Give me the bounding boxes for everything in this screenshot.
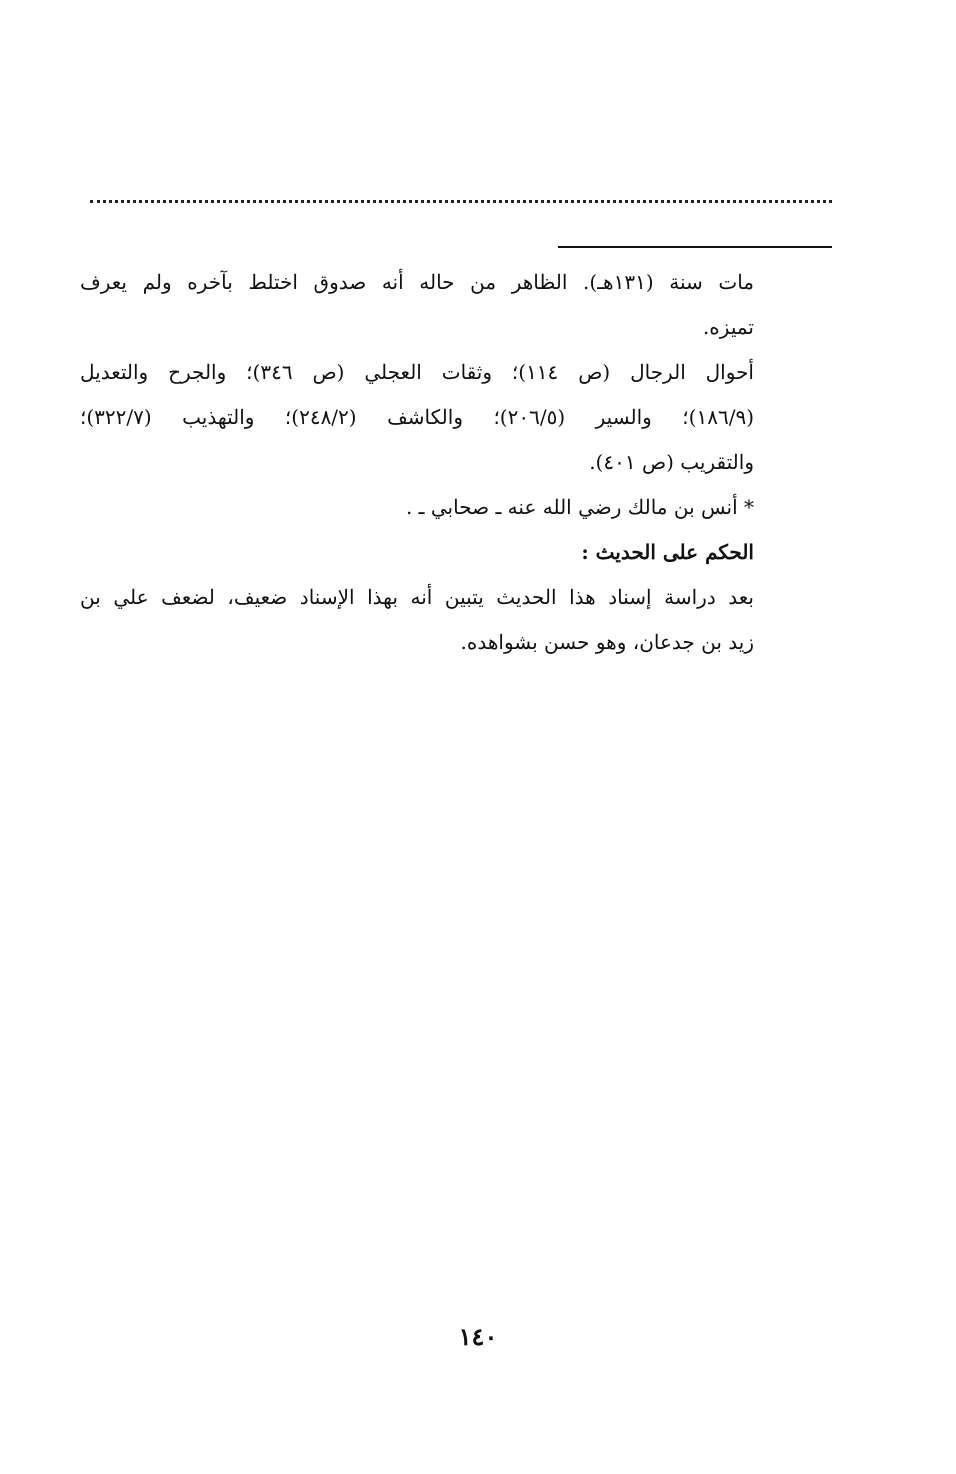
- text-line: (١٨٦/٩)؛ والسير (٢٠٦/٥)؛ والكاشف (٢٤٨/٢)؛ والتهذيب (٣٢٢/٧)؛: [80, 405, 755, 429]
- dotted-separator: [90, 200, 832, 203]
- footnote-text: [80, 260, 754, 665]
- text-line: زيد بن جدعان، وهو حسن بشواهده.: [460, 630, 754, 654]
- text-line: تميزه.: [702, 315, 754, 339]
- text-line: والتقريب (ص ٤٠١).: [589, 450, 754, 474]
- page-number: ١٤٠: [458, 1322, 498, 1351]
- narrator-entry: * أنس بن مالك رضي الله عنه ـ صحابي ـ .: [405, 495, 754, 519]
- text-line: أحوال الرجال (ص ١١٤)؛ وثقات العجلي (ص ٣٤٦)؛ والجرح والتعديل: [80, 360, 754, 384]
- text-line: بعد دراسة إسناد هذا الحديث يتبين أنه بهذا الإسناد ضعيف، لضعف علي بن: [80, 585, 754, 609]
- footnote-rule: [558, 246, 832, 248]
- section-heading: الحكم على الحديث :: [581, 540, 754, 564]
- text-line: مات سنة (١٣١هـ). الظاهر من حاله أنه صدوق اختلط بآخره ولم يعرف: [80, 270, 755, 294]
